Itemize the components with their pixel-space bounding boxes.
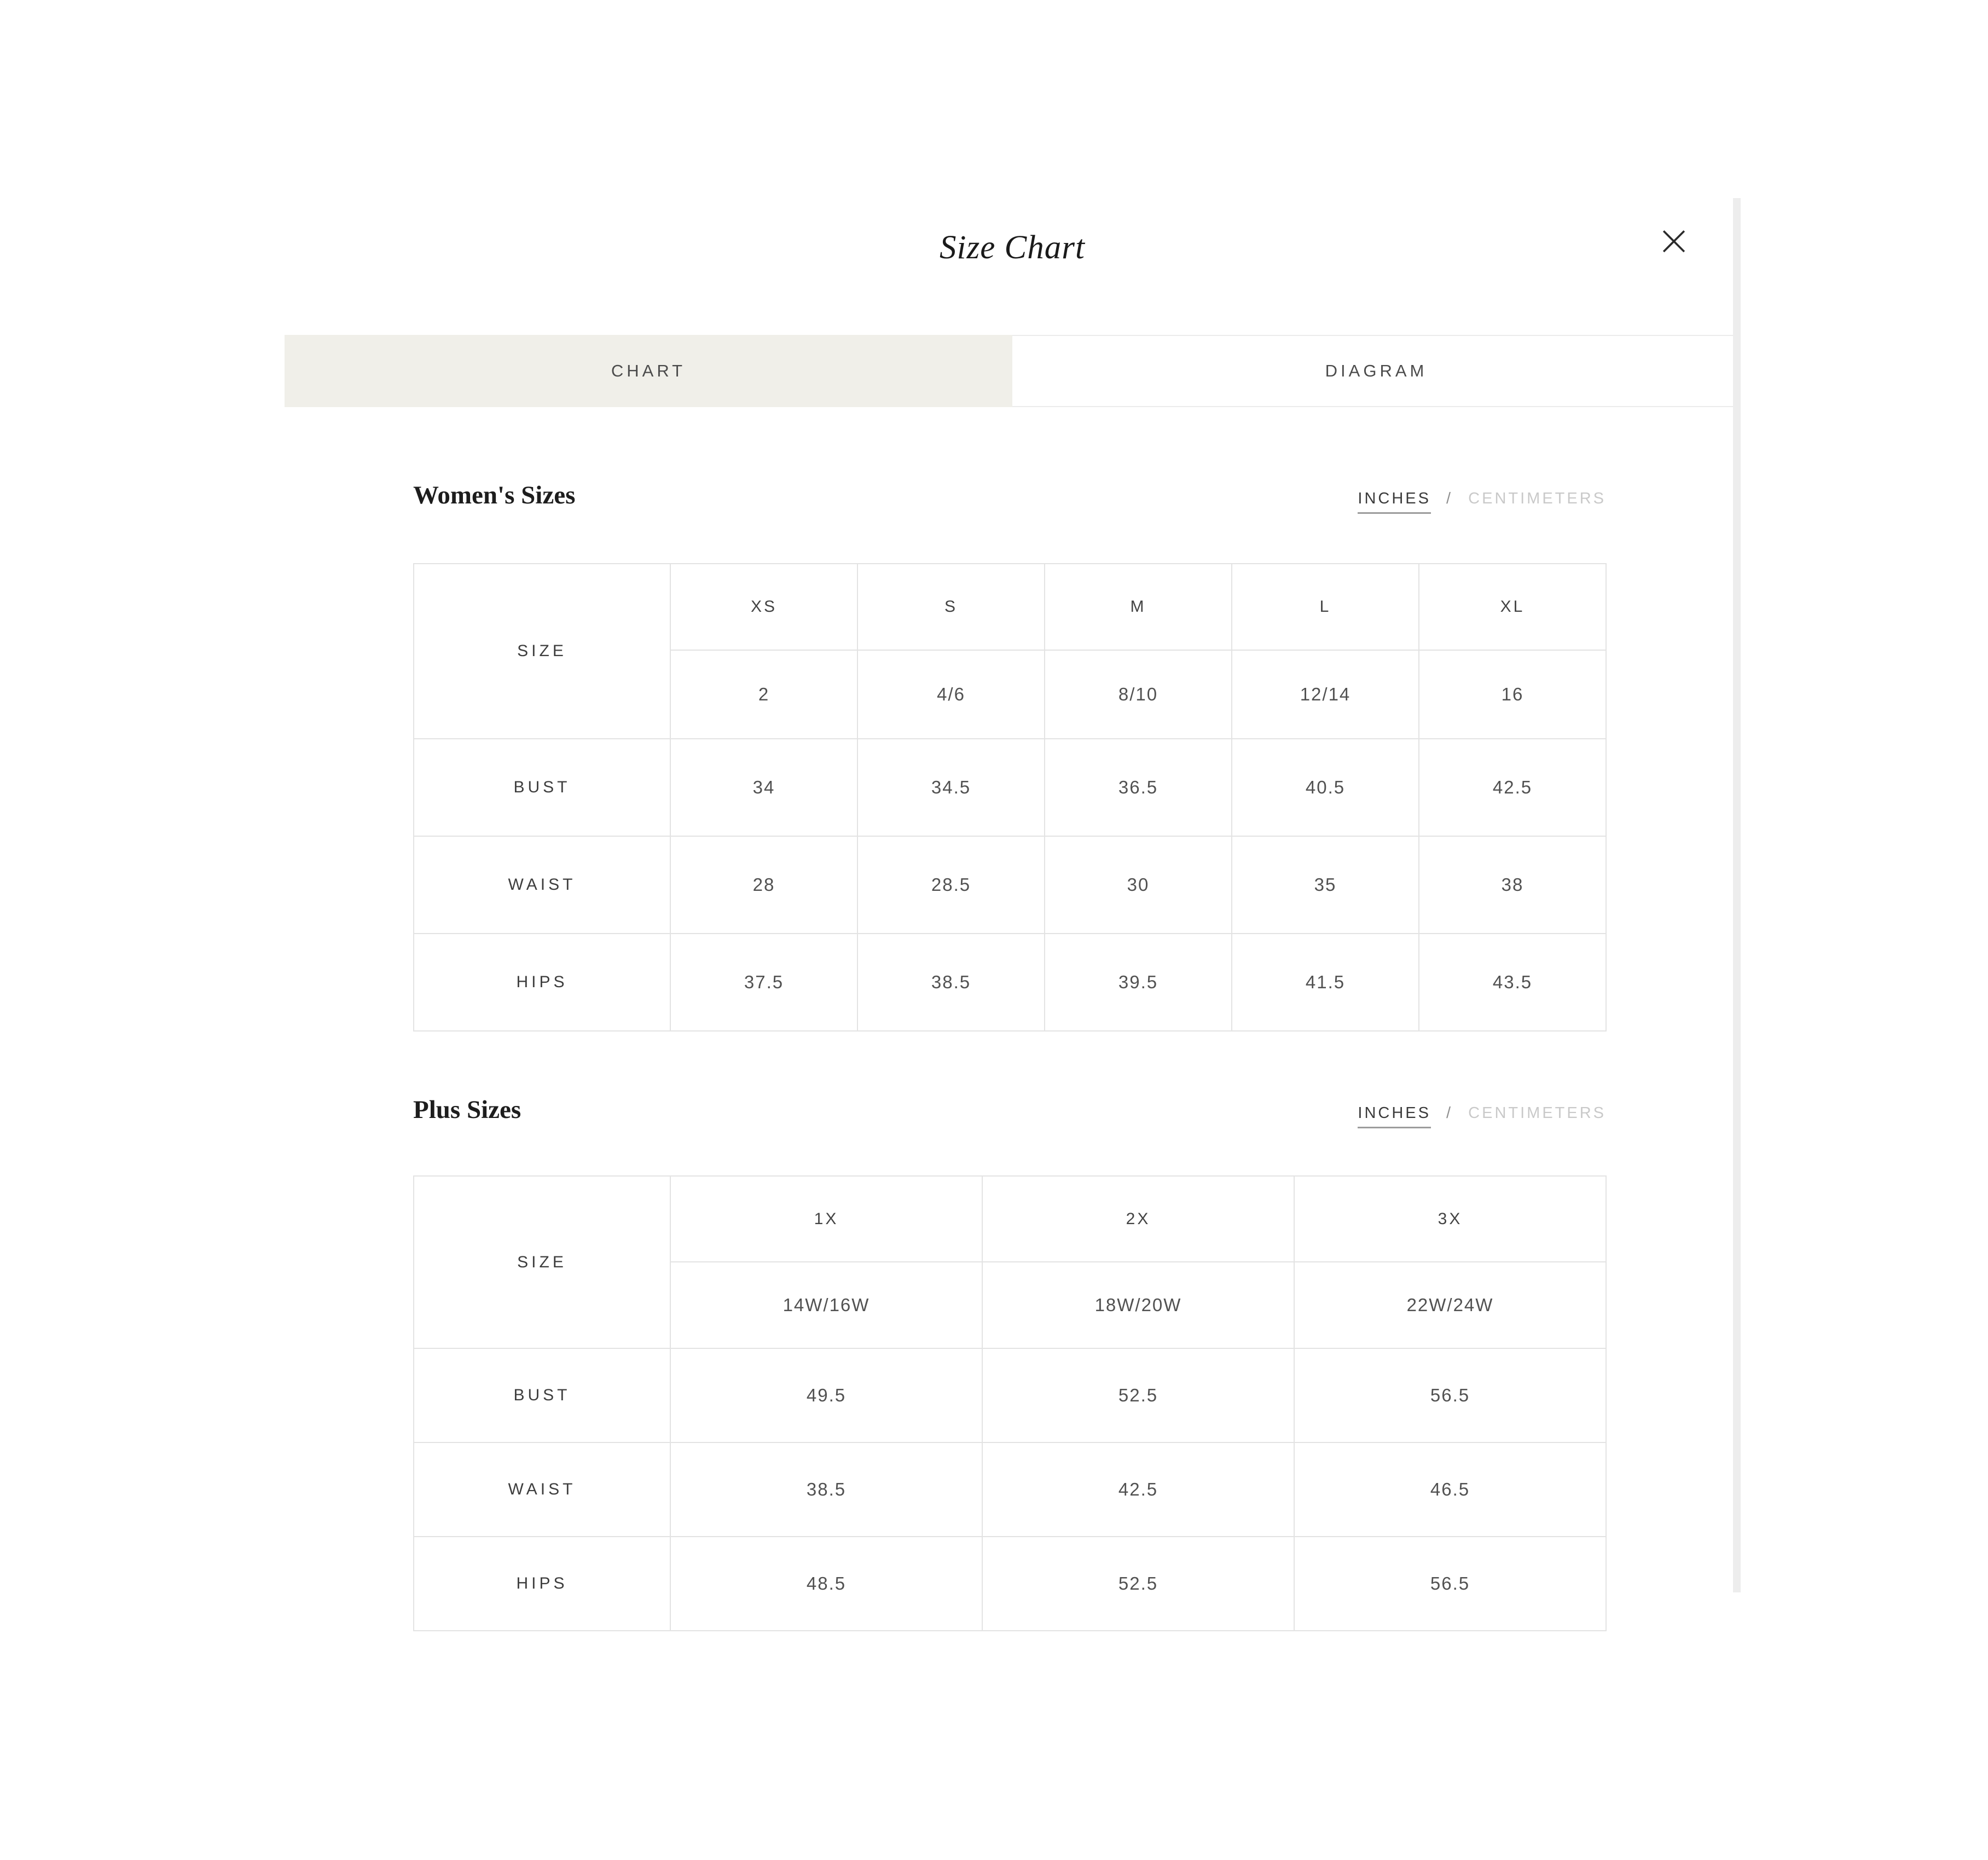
table-row [414,1348,1606,1442]
table-row [414,1442,1606,1537]
womens-sizes-table [413,563,1607,1032]
table-row [414,739,1606,836]
section-heading-plus: Plus Sizes [413,1096,521,1124]
table-row [414,1176,1606,1262]
size-group-cell: L [1232,564,1419,650]
inches-toggle[interactable]: INCHES [1358,1104,1431,1128]
size-group-cell: 1X [670,1176,982,1262]
size-group-cell: S [857,564,1045,650]
size-group-cell: M [1045,564,1232,650]
size-value: 52.5 [982,1348,1294,1442]
measurement-label: WAIST [414,836,670,934]
tab-bar [285,335,1740,407]
modal-header [285,197,1740,299]
size-value: 41.5 [1232,934,1419,1031]
unit-separator: / [1446,1104,1453,1122]
size-value: 37.5 [670,934,857,1031]
size-col-header: SIZE [414,1176,670,1348]
size-number-cell: 2 [670,650,857,739]
table-row [414,1537,1606,1631]
table-row [414,934,1606,1031]
size-group-cell: XS [670,564,857,650]
unit-separator: / [1446,490,1453,507]
size-value: 34.5 [857,739,1045,836]
size-value: 40.5 [1232,739,1419,836]
centimeters-toggle[interactable]: CENTIMETERS [1468,1104,1606,1122]
size-value: 38.5 [670,1442,982,1537]
section-heading-womens: Women's Sizes [413,481,576,509]
tab-diagram[interactable]: DIAGRAM [1012,335,1740,407]
inches-toggle[interactable]: INCHES [1358,490,1431,514]
size-value: 35 [1232,836,1419,934]
size-value: 34 [670,739,857,836]
size-value: 49.5 [670,1348,982,1442]
size-number-cell: 14W/16W [670,1262,982,1348]
table-row [414,836,1606,934]
size-value: 38 [1419,836,1606,934]
close-button[interactable] [1658,225,1690,257]
size-value: 42.5 [982,1442,1294,1537]
size-value: 39.5 [1045,934,1232,1031]
size-value: 30 [1045,836,1232,934]
size-number-cell: 8/10 [1045,650,1232,739]
centimeters-toggle[interactable]: CENTIMETERS [1468,490,1606,507]
tab-chart[interactable]: CHART [285,335,1012,407]
modal-content [285,480,1740,1675]
close-icon [1658,225,1690,257]
size-value: 38.5 [857,934,1045,1031]
size-value: 28 [670,836,857,934]
plus-sizes-table [413,1175,1607,1631]
size-value: 48.5 [670,1537,982,1631]
measurement-label: HIPS [414,1537,670,1631]
modal-scrollbar[interactable] [1733,198,1741,1592]
size-value: 46.5 [1294,1442,1606,1537]
size-number-cell: 18W/20W [982,1262,1294,1348]
table-row [414,564,1606,650]
measurement-label: BUST [414,739,670,836]
size-group-cell: 2X [982,1176,1294,1262]
size-value: 42.5 [1419,739,1606,836]
size-value: 56.5 [1294,1348,1606,1442]
measurement-label: BUST [414,1348,670,1442]
unit-toggle-womens [1358,490,1606,508]
size-value: 36.5 [1045,739,1232,836]
measurement-label: HIPS [414,934,670,1031]
measurement-label: WAIST [414,1442,670,1537]
size-number-cell: 22W/24W [1294,1262,1606,1348]
page-title: Size Chart [940,229,1085,266]
size-number-cell: 12/14 [1232,650,1419,739]
size-value: 43.5 [1419,934,1606,1031]
size-value: 56.5 [1294,1537,1606,1631]
size-number-cell: 4/6 [857,650,1045,739]
womens-sizes-section-header [413,480,1606,510]
size-group-cell: 3X [1294,1176,1606,1262]
size-chart-modal [285,197,1740,1675]
unit-toggle-plus [1358,1104,1606,1122]
size-col-header: SIZE [414,564,670,739]
size-value: 28.5 [857,836,1045,934]
size-group-cell: XL [1419,564,1606,650]
size-number-cell: 16 [1419,650,1606,739]
plus-sizes-section-header [413,1095,1606,1125]
size-value: 52.5 [982,1537,1294,1631]
